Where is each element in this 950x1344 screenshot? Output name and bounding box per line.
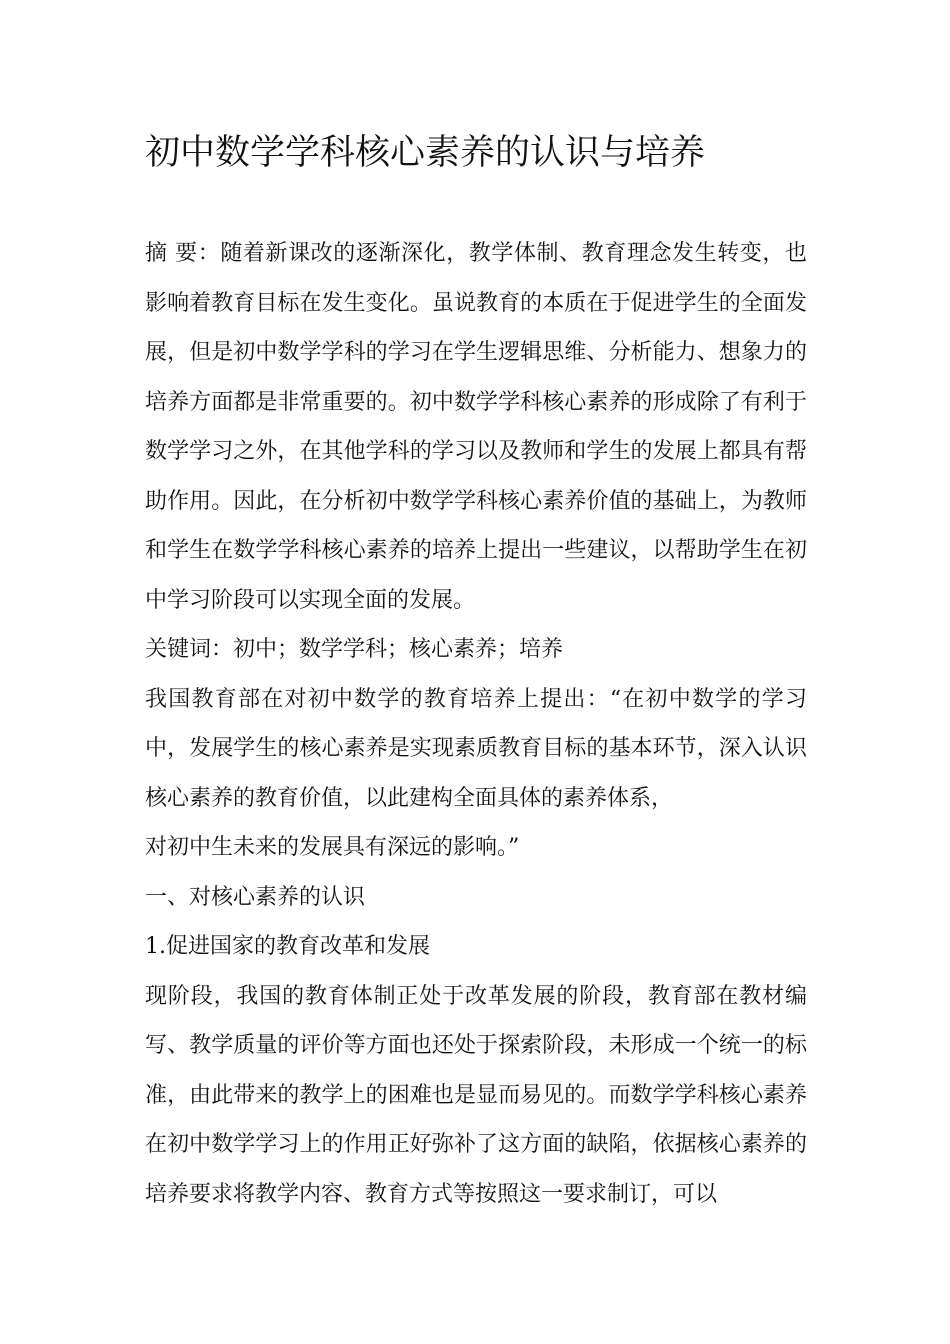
abstract-label: 摘 要：	[145, 241, 221, 266]
abstract-paragraph	[145, 229, 807, 625]
intro-paragraph: 我国教育部在对初中数学的教育培养上提出：“在初中数学的学习中，发展学生的核心素养是实现素质教育目标的基本环节，深入认识核心素养的教育价值，以此建构全面具体的素养体系，	[145, 686, 807, 811]
keywords-line: 关键词：初中；数学学科；核心素养；培养	[145, 637, 564, 662]
document-title: 初中数学学科核心素养的认识与培养	[145, 133, 706, 173]
intro-paragraph-continuation: 对初中生未来的发展具有深远的影响。”	[145, 835, 520, 860]
section-heading: 一、对核心素养的认识	[145, 884, 366, 910]
document-body	[145, 229, 807, 1219]
subsection-heading: 1.促进国家的教育改革和发展	[145, 934, 430, 959]
body-paragraph: 现阶段，我国的教育体制正处于改革发展的阶段，教育部在教材编写、教学质量的评价等方面也还处于探索阶段，未形成一个统一的标准，由此带来的教学上的困难也是显而易见的。而数学学科核心素养在初中数学学习上的作用正好弥补了这方面的缺陷，依据核心素养的培养要求将教学内容、教育方式等按照这一要求制订，可以	[145, 983, 807, 1207]
abstract-text: 随着新课改的逐渐深化，教学体制、教育理念发生转变，也影响着教育目标在发生变化。虽说教育的本质在于促进学生的全面发展，但是初中数学学科的学习在学生逻辑思维、分析能力、想象力的培养方面都是非常重要的。初中数学学科核心素养的形成除了有利于数学学习之外，在其他学科的学习以及教师和学生的发展上都具有帮助作用。因此，在分析初中数学学科核心素养价值的基础上，为教师和学生在数学学科核心素养的培养上提出一些建议，以帮助学生在初中学习阶段可以实现全面的发展。	[145, 241, 807, 613]
